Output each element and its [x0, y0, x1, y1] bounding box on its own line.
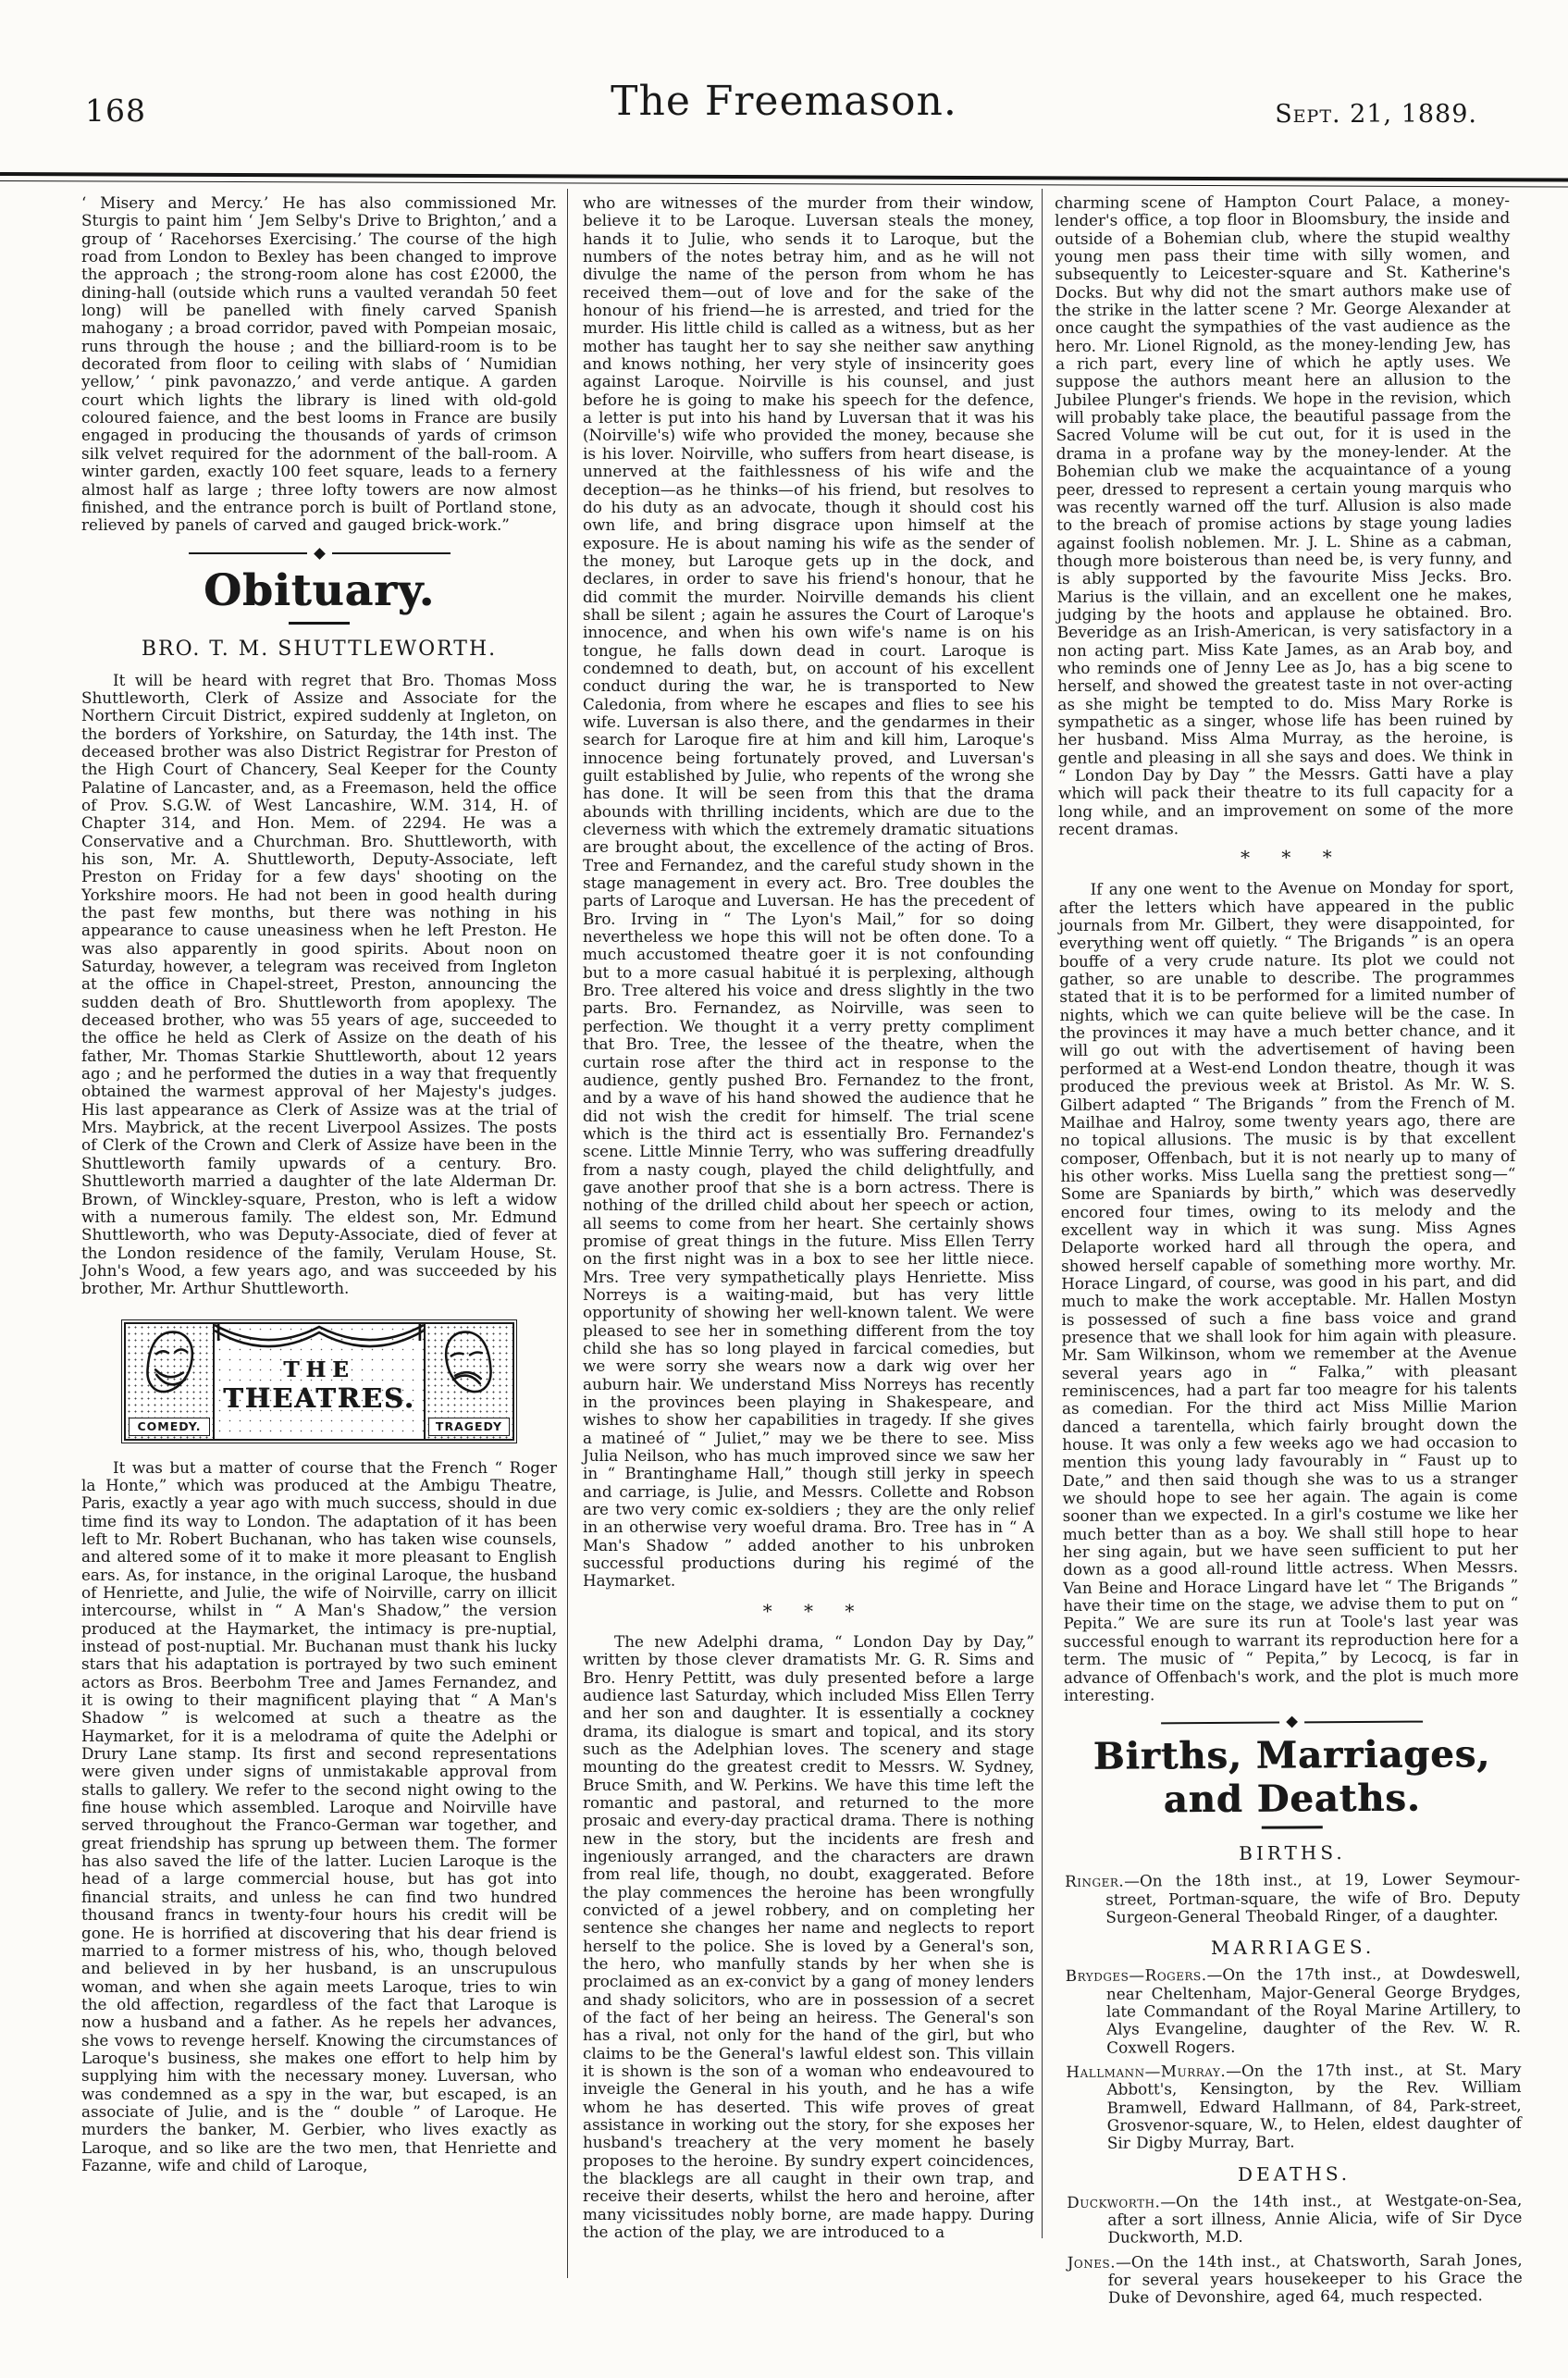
death-entry — [1068, 2251, 1523, 2308]
tragedy-mask-icon — [439, 1328, 499, 1402]
theatres-paragraph: It was but a matter of course that the French “ Roger la Honte,” which was produced at the Ambigu Theatre, Paris, exactly a year ago with much success, should in due time find its way to London. The adaptation of it has been left to Mr. Robert Buchanan, who has taken wise counsels, and altered some of it to make it more pleasant to English ears. As, for instance, in the original Laroque, the husband of Henriette, and Julie, the wife of Noirville, carry on illicit intercourse, whilst in “ A Man's Shadow,” the version produced at the Haymarket, the intimacy is pre-nuptial, instead of post-nuptial. Mr. Buchanan must thank his lucky stars that his adaptation is portrayed by two such eminent actors as Bros. Beerbohm Tree and James Fernandez, and it is owing to their magnificent playing that “ A Man's Shadow ” is welcomed at such a theatre as the Haymarket, for it is a melodrama of quite the Adelphi or Drury Lane stamp. Its first and second representations were given under signs of unmistakable approval from stalls to gallery. We refer to the second night owing to the fine house which assembled. Laroque and Noirville have served throughout the Franco-German war together, and great friendship has sprung up between them. The former has also saved the life of the latter. Lucien Laroque is the head of a large commercial house, but has got into financial straits, and unless he can find two hundred thousand francs in twenty-four hours his credit will be gone. He is horrified at discovering that his dear friend is married to a former mistress of his, who, though beloved and believed in by her husband, is an unscrupulous woman, and when she again meets Laroque, tries to win the old affection, regardless of the fact that Laroque is now a husband and a father. As he repels her advances, she vows to revenge herself. Knowing the circumstances of Laroque's business, she makes one effort to help him by supplying him with the necessary money. Luversan, who was condemned as a spy in the war, but escaped, is an associate of Julie, and is the “ double ” of Laroque. He murders the banker, M. Gerbier, who lives exactly as Laroque, and so like are the two men, that Henriette and Fazanne, wife and child of Laroque, — [81, 1457, 557, 2174]
tragedy-label: TRAGEDY — [428, 1418, 510, 1436]
bmd-rule — [1262, 1826, 1323, 1828]
bmd-divider — [1064, 1716, 1519, 1728]
drapery-icon — [215, 1324, 424, 1357]
death-entry — [1067, 2191, 1522, 2248]
entry-text: —On the 17th inst., at St. Mary Abbott's, Kensington, by the Rev. William Bramwell, Edward Hallmann, of 84, Park-street, Grosvenor-square, W., to Helen, eldest daughter of Sir Digby Murray, Bart. — [1106, 2059, 1522, 2153]
births-heading: BIRTHS. — [1239, 1841, 1346, 1865]
scenes-paragraph: charming scene of Hampton Court Palace, a money-lender's office, a top floor in Bloomsbury, the inside and outside of a Bohemian club, where the stupid wealthy young men pass their time with silly women, and subsequently to Leicester-square and St. Katherine's Docks. But why did not the smart authors make use of the strike in the latter scene ? Mr. George Alexander at once caught the sympathies of the vast audience as the hero. Mr. Lionel Rignold, as the money-lending Jew, has a rich part, every line of which he aptly uses. We suppose the authors meant here an allusion to the Jubilee Plunger's friends. We hope in the revision, which will probably take place, the beautiful passage from the Sacred Volume will be cut out, for it is used in the drama in a profane way by the money-lender. At the Bohemian club we make the acquaintance of a young peer, dressed to represent a certain young marquis who was recently warned off the turf. Allusion is also made to the breach of promise actions by stage young ladies against foolish noblemen. Mr. J. L. Shine as a cabman, though more boisterous than need be, is very funny, and is ably supported by the favourite Miss Jecks. Bro. Marius is the villain, and an excellent one he makes, judging by the hoots and applause he obtained. Bro. Beveridge as an Irish-American, is very satisfactory in a non acting part. Miss Kate James, as an Arab boy, and who reminds one of Jenny Lee as Jo, has a big scene to herself, and showed the greatest taste in not over-acting as she might be tempted to do. Miss Mary Rorke is sympathetic as a singer, whose life has been ruined by her husband. Miss Alma Murray, as the heroine, is gentle and pleasing in all she says and does. We think in “ London Day by Day ” the Messrs. Gatti have a play which will pack their theatre to its full capacity for a long while, and an improvement on some of the more recent dramas. — [1054, 190, 1514, 839]
obituary-paragraph: It will be heard with regret that Bro. Thomas Moss Shuttleworth, Clerk of Assize and Associate for the Northern Circuit District, expired suddenly at Ingleton, on the borders of Yorkshire, on Saturday, the 14th inst. The deceased brother was also District Registrar for Preston of the High Court of Chancery, Seal Keeper for the County Palatine of Lancaster, and, as a Freemason, held the office of Prov. S.G.W. of West Lancashire, W.M. 314, H. of Chapter 314, and Hon. Mem. of 2294. He was a Conservative and a Churchman. Bro. Shuttleworth, with his son, Mr. A. Shuttleworth, Deputy-Associate, left Preston on Friday for a few days' shooting on the Yorkshire moors. He had not been in good health during the past few months, but there was nothing in his appearance to cause uneasiness when he left Preston. He was also apparently in good spirits. About noon on Saturday, however, a telegram was received from Ingleton at the office in Chapel-street, Preston, announcing the sudden death of Bro. Shuttleworth from apoplexy. The deceased brother, who was 55 years of age, succeeded to the office he held as Clerk of Assize on the death of his father, Mr. Thomas Starkie Shuttleworth, about 12 years ago ; and he performed the duties in a way that frequently obtained the warmest approval of her Majesty's judges. His last appearance as Clerk of Assize was at the trial of Mrs. Maybrick, at the recent Liverpool Assizes. The posts of Clerk of the Crown and Clerk of Assize have been in the Shuttleworth family upwards of a century. Bro. Shuttleworth married a daughter of the late Alderman Dr. Brown, of Winckley-square, Preston, who is left a widow with a numerous family. The eldest son, Mr. Edmund Shuttleworth, who was Deputy-Associate, died of fever at the London residence of the family, Verulam House, St. John's Wood, a few years ago, and was succeeded by his brother, Mr. Arthur Shuttleworth. — [81, 670, 557, 1298]
entry-text: —On the 18th inst., at 19, Lower Seymour-street, Portman-square, the wife of Bro. Deputy Surgeon-General Theobald Ringer, of a daughter. — [1105, 1869, 1521, 1926]
comedy-mask-icon — [140, 1328, 199, 1402]
issue-date: Sept. 21, 1889. — [1275, 100, 1477, 129]
trial-paragraph: who are witnesses of the murder from their window, believe it to be Laroque. Luversan steals the money, hands it to Julie, who sends it to Laroque, but the numbers of the notes betray him, and as he will not divulge the name of the person from whom he has received them—out of love and for the sake of the honour of his friend—he is arrested, and tried for the murder. His little child is called as a witness, but as her mother has taught her to say she neither saw anything and knows nothing, her very style of insincerity goes against Laroque. Noirville is his counsel, and just before he is going to make his speech for the defence, a letter is put into his hand by Luversan that it was his (Noirville's) wife who provided the money, because she is his lover. Noirville, who suffers from heart disease, is unnerved at the faithlessness of his wife and the deception—as he thinks—of his friend, but resolves to do his duty as an advocate, though it should cost his own life, and bring disgrace upon himself at the exposure. He is about naming his wife as the sender of the money, but Laroque gets up in the dock, and declares, in order to save his friend's honour, that he did commit the murder. Noirville demands his client shall be silent ; again he assures the Court of Laroque's innocence, and when his own wife's name is on his tongue, he falls down dead in court. Laroque is condemned to death, but, on account of his excellent conduct during the war, he is transported to New Caledonia, from where he escapes and flies to see his wife. Luversan is also there, and the gendarmes in their search for Laroque fire at him and kill him, Laroque's innocence being fortunately proved, and Luversan's guilt established by Julie, who repents of the wrong she has done. It will be seen from this that the drama abounds with thrilling incidents, which are due to the cleverness with which the extremely dramatic situations are brought about, the excellence of the acting of Bros. Tree and Fernandez, and the careful study shown in the stage management in every act. Bro. Tree doubles the parts of Laroque and Luversan. He has the precedent of Bro. Irving in “ The Lyon's Mail,” for so doing nevertheless we hope this will not be often done. To a much accustomed theatre goer it is not confounding but to a more casual habitué it is perplexing, although Bro. Tree altered his voice and dress slightly in the two parts. Bro. Fernandez, as Noirville, was seen to perfection. We thought it a verry pretty compliment that Bro. Tree, the lessee of the theatre, when the curtain rose after the third act in response to the audience, gently pushed Bro. Fernandez to the front, and by a wave of his hand showed the audience that he did not wish the credit for himself. The trial scene which is the third act is essentially Bro. Fernandez's scene. Little Minnie Terry, who was suffering dreadfully from a nasty cough, played the child delightfully, and gave another proof that she is a born actress. There is nothing of the drilled child about her speech or action, all seems to come from her heart. She certainly shows promise of great things in the future. Miss Ellen Terry on the first night was in a box to see her little niece. Mrs. Tree very sympathetically plays Henriette. Miss Norreys is a waiting-maid, but has very little opportunity of showing her well-known talent. We were pleased to see her in something different from the toy child she has so long played in farcical comedies, but we were sorry she wears now a dark wig over her auburn hair. We understand Miss Norreys has recently in the provinces been playing in Shakespeare, and wishes to show her capabilities in tragedy. If she gives a matineé of “ Juliet,” may we be there to see. Miss Julia Neilson, who has much improved since we saw her in “ Brantinghame Hall,” though still jerky in speech and carriage, is Julie, and Messrs. Collette and Robson are two very comic ex-soldiers ; they are the only relief in an otherwise very woeful drama. Bro. Tree has in “ A Man's Shadow ” added another to his unbroken successful productions during his regimé of the Haymarket. — [583, 193, 1034, 1591]
entry-name: Duckworth. — [1067, 2191, 1161, 2211]
theatres-title-line1: THE — [283, 1356, 355, 1382]
obituary-heading: Obituary. — [203, 564, 436, 616]
entry-name: Hallmann—Murray. — [1066, 2061, 1227, 2081]
header-rule — [0, 172, 1568, 188]
masthead-title: The Freemason. — [611, 78, 957, 125]
birth-entry — [1065, 1870, 1520, 1926]
bmd-heading: Births, Marriages, and Deaths. — [1093, 1732, 1491, 1822]
column-right — [1055, 192, 1523, 2314]
column-divider-right — [1042, 189, 1043, 2238]
entry-text: —On the 17th inst., at Dowdeswell, near Cheltenham, Major-General George Brydges, late Commandant of the Royal Marine Artillery, to Alys Evangeline, daughter of the Rev. W. R. Coxwell Rogers. — [1105, 1963, 1522, 2057]
marriage-entry — [1066, 2061, 1522, 2153]
theatres-banner-center — [215, 1324, 424, 1439]
theatres-title-line2: THEATRES. — [223, 1381, 415, 1414]
marriages-heading: MARRIAGES. — [1210, 1936, 1376, 1960]
stars-separator: * * * — [762, 1599, 855, 1622]
column-middle — [583, 194, 1034, 2242]
diamond-ornament-icon — [314, 548, 326, 560]
stars-separator: * * * — [1240, 846, 1332, 870]
column-divider-left — [567, 189, 568, 2278]
entry-name: Brydges—Rogers. — [1065, 1965, 1207, 1986]
marriage-entry — [1066, 1964, 1522, 2057]
obituary-subheading: BRO. T. M. SHUTTLEWORTH. — [141, 637, 498, 661]
obituary-rule — [289, 622, 350, 625]
column-left — [81, 194, 557, 2174]
tragedy-mask-panel — [424, 1324, 512, 1439]
diamond-ornament-icon — [1286, 1716, 1298, 1728]
adelphi-paragraph: The new Adelphi drama, “ London Day by Day,” written by those clever dramatists Mr. G. R. Sims and Bro. Henry Pettitt, was duly presented before a large audience last Saturday, which included Miss Ellen Terry and her son and daughter. It is essentially a cockney drama, its dialogue is smart and topical, and its story such as the Adelphian loves. The scenery and stage mounting do the greatest credit to Messrs. W. Sydney, Bruce Smith, and W. Perkins. We have this time left the romantic and pastoral, and returned to the more prosaic and every-day practical drama. There is nothing new in the story, but the incidents are fresh and ingeniously arranged, and the characters are drawn from real life, though, no doubt, exaggerated. Before the play commences the heroine has been wrongfully convicted of a jewel robbery, and on completing her sentence she changes her name and neglects to report herself to the police. She is loved by a General's son, the hero, who manfully stands by her when she is proclaimed as an ex-convict by a gang of money lenders and shady solicitors, who are in possession of a secret of the fact of her being an heiress. The General's son has a rival, not only for the hand of the girl, but who claims to be the General's lawful eldest son. This villain it is shown is the son of a woman who endeavoured to inveigle the General in his youth, and he has a wife whom he has deserted. This wife proves of great assistance in working out the story, for she exposes her husband's treachery at the very moment he basely proposes to the heroine. By sundry expert coincidences, the blacklegs are all caught in their own trap, and receive their deserts, whilst the hero and heroine, after many vicissitudes nobly borne, are made happy. During the action of the play, we are introduced to a — [583, 1631, 1034, 2242]
theatres-banner — [124, 1322, 514, 1441]
entry-text: —On the 14th inst., at Westgate-on-Sea, after a sort illness, Annie Alicia, wife of Sir Dyce Duckworth, M.D. — [1107, 2189, 1523, 2248]
comedy-mask-panel — [126, 1324, 215, 1439]
page-number: 168 — [85, 93, 146, 129]
entry-name: Ringer. — [1065, 1871, 1125, 1891]
comedy-label: COMEDY. — [129, 1418, 210, 1436]
obituary-divider — [81, 550, 557, 558]
entry-name: Jones. — [1067, 2252, 1117, 2272]
deaths-heading: DEATHS. — [1237, 2161, 1352, 2186]
entry-text: —On the 14th inst., at Chatsworth, Sarah Jones, for several years housekeeper to his Grace the Duke of Devonshire, aged 64, much respected. — [1107, 2249, 1523, 2308]
brigands-paragraph: If any one went to the Avenue on Monday for sport, after the letters which have appeared in the public journals from Mr. Gilbert, they were disappointed, for everything went off quietly. “ The Brigands ” is an opera bouffe of a very crude nature. Its plot we could not gather, so are unable to describe. The programmes stated that it is to be performed for a limited number of nights, which we can quite believe will be the case. In the provinces it may have a much better chance, and it will go out with the advertisement of having been performed at a West-end London theatre, though it was produced the previous week at Bristol. As Mr. W. S. Gilbert adapted “ The Brigands ” from the French of M. Mailhae and Halroy, some twenty years ago, there are no topical allusions. The music is by that excellent composer, Offenbach, but it is not nearly up to many of his other works. Miss Luella sang the prettiest song—“ Some are Spaniards by birth,” which was deservedly encored four times, owing to its melody and the excellent way in which it was sung. Miss Agnes Delaporte worked hard all through the opera, and showed herself capable of something more worthy. Mr. Horace Lingard, of course, was good in his part, and did much to make the work acceptable. Mr. Hallen Mostyn is possessed of such a fine bass voice and grand presence that we shall look for him again with pleasure. Mr. Sam Wilkinson, whom we remember at the Avenue several years ago in “ Falka,” with pleasant reminiscences, had a part far too meagre for his talents as comedian. For the third act Miss Millie Marion danced a tarentella, which fairly brought down the house. It was only a few weeks ago we had occasion to mention this young lady favourably in “ Faust up to Date,” and then said though she was to us a stranger we should hope to see her again. The again is come sooner than we expected. In a girl's costume we like her much better than as a boy. We shall still hope to hear her sing again, but we have seen sufficient to put her down as a good all-round little actress. When Messrs. Van Beine and Horace Lingard have let “ The Brigands ” have their time on the stage, we advise them to put on “ Pepita.” We are sure its run at Toole's last year was successful enough to warrant its reproduction here for a term. The music of “ Pepita,” by Lecocq, is far in advance of Offenbach's work, and the plot is much more interesting. — [1058, 877, 1519, 1704]
article-paragraph-house: ‘ Misery and Mercy.’ He has also commissioned Mr. Sturgis to paint him ‘ Jem Selby's Drive to Brighton,’ and a group of ‘ Racehorses Exercising.’ The course of the high road from London to Bexley has been changed to improve the approach ; the strong-room alone has cost £2000, the dining-hall (outside which runs a vaulted verandah 50 feet long) will be panelled with finely carved Spanish mahogany ; a broad corridor, paved with Pompeian mosaic, runs through the house ; and the billiard-room is to be decorated from floor to ceiling with slabs of ‘ Numidian yellow,’ ‘ pink pavonazzo,’ and verde antique. A garden court which lights the library is lined with old-gold coloured faience, and the best looms in France are busily engaged in producing the thousands of yards of crimson silk velvet required for the adornment of the ball-room. A winter garden, exactly 100 feet square, leads to a fernery almost half as large ; three lofty towers are now almost finished, and the entrance porch is built of Portland stone, relieved by panels of carved and gauged brick-work.” — [81, 193, 557, 535]
